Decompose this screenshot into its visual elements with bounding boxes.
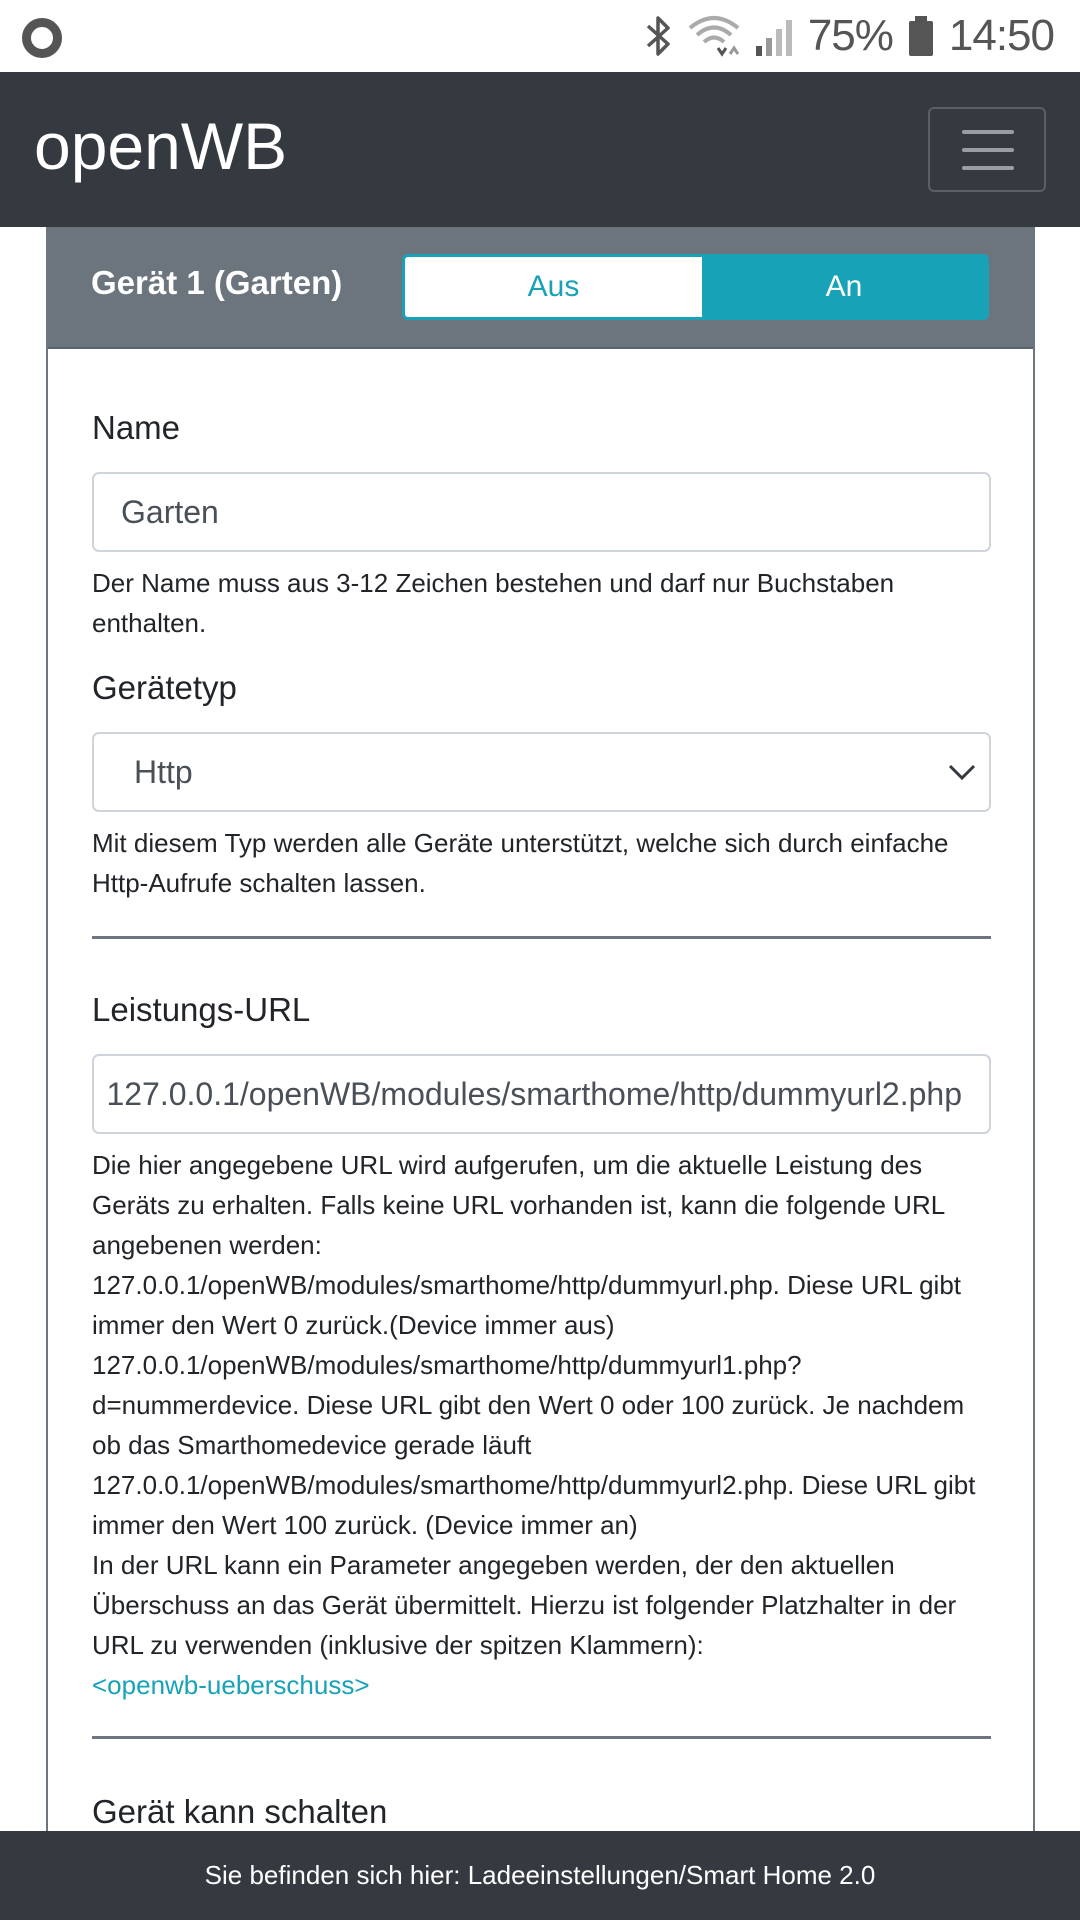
- brand-logo[interactable]: openWB: [34, 109, 288, 183]
- name-input-value: Garten: [121, 493, 219, 530]
- power-url-help-parameter: In der URL kann ein Parameter angegeben werden, der den aktuellen Überschuss an das Gerät übermittelt. Hierzu ist folgender Platzhalter in der URL zu verwenden (inklusive der spitzen Klammern):: [92, 1550, 957, 1660]
- device-card: [46, 227, 1035, 1920]
- device-type-help-text: Mit diesem Typ werden alle Geräte unterstützt, welche sich durch einfache Http-Aufrufe schalten lassen.: [92, 828, 949, 898]
- section-divider: [92, 1736, 991, 1739]
- device-type-label: Gerätetyp: [92, 669, 237, 706]
- menu-toggle-button[interactable]: [928, 107, 1046, 192]
- app-circle-icon: [22, 18, 62, 58]
- wifi-icon: [688, 14, 740, 58]
- hamburger-line: [962, 166, 1014, 170]
- power-url-input[interactable]: [92, 1054, 991, 1134]
- battery-percent: 75%: [807, 11, 893, 60]
- device-card-header: [48, 227, 1033, 349]
- toggle-on-button[interactable]: An: [702, 257, 986, 317]
- device-type-value: Http: [134, 753, 193, 790]
- hamburger-menu-icon: [962, 130, 1014, 134]
- power-url-value: 127.0.0.1/openWB/modules/smarthome/http/dummyurl2.php: [106, 1075, 962, 1112]
- chevron-down-icon: [947, 762, 977, 782]
- footer-breadcrumb: [0, 1831, 1080, 1920]
- power-url-help-dummyurl2: 127.0.0.1/openWB/modules/smarthome/http/dummyurl2.php. Diese URL gibt immer den Wert 100 zurück. (Device immer an): [92, 1470, 976, 1540]
- device-title: Gerät 1 (Garten): [91, 264, 343, 301]
- name-label: Name: [92, 409, 181, 446]
- status-bar: [0, 0, 1080, 72]
- device-toggle-group: [402, 254, 989, 320]
- signal-icon: [754, 14, 794, 58]
- section-divider: [92, 936, 991, 939]
- name-input[interactable]: [92, 472, 991, 552]
- power-url-help: [92, 1145, 992, 1705]
- hamburger-line: [962, 148, 1014, 152]
- device-can-switch-label: Gerät kann schalten: [92, 1793, 388, 1830]
- navbar: [0, 72, 1080, 227]
- toggle-off-button[interactable]: Aus: [405, 257, 702, 317]
- footer-location-text: Sie befinden sich hier: Ladeeinstellungen/Smart Home 2.0: [204, 1860, 876, 1890]
- power-url-help-dummyurl1: 127.0.0.1/openWB/modules/smarthome/http/dummyurl1.php?d=nummerdevice. Diese URL gibt den Wert 0 oder 100 zurück. Je nachdem ob das Smarthomedevice gerade läuft: [92, 1350, 965, 1460]
- device-type-select[interactable]: [92, 732, 991, 812]
- power-url-help-intro: Die hier angegebene URL wird aufgerufen, um die aktuelle Leistung des Geräts zu erhalten. Falls keine URL vorhanden ist, kann die folgende URL angebenen werden:: [92, 1150, 945, 1260]
- battery-icon: [907, 14, 935, 58]
- clock: 14:50: [948, 11, 1054, 60]
- power-url-help-dummyurl: 127.0.0.1/openWB/modules/smarthome/http/dummyurl.php. Diese URL gibt immer den Wert 0 zurück.(Device immer aus): [92, 1270, 962, 1340]
- status-icons: [644, 10, 1054, 62]
- placeholder-token-link[interactable]: <openwb-ueberschuss>: [92, 1670, 370, 1700]
- bluetooth-icon: [644, 14, 674, 58]
- power-url-label: Leistungs-URL: [92, 991, 311, 1028]
- name-help-text: Der Name muss aus 3-12 Zeichen bestehen und darf nur Buchstaben enthalten.: [92, 568, 895, 638]
